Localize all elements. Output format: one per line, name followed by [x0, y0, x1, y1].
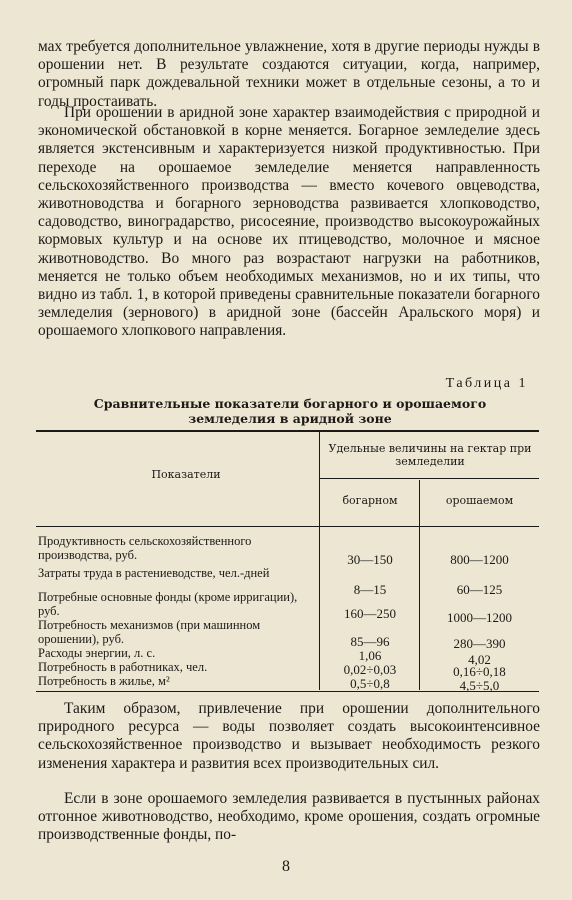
- table-cell-dryland: 85—96: [350, 634, 390, 649]
- table-row-label: Потребность в работниках, чел.: [38, 660, 208, 674]
- table-cell-dryland: 0,5÷0,8: [350, 676, 390, 691]
- table-row-label: Продуктивность сельскохозяйственного производства, руб.: [38, 534, 252, 562]
- table-top-rule: [36, 430, 539, 432]
- paragraph-4: Если в зоне орошаемого земледелия развивается в пустынных районах отгонное животноводство, необходимо, кроме орошения, создать огромные производственные фонды, по-: [38, 790, 540, 844]
- column-divider-1: [319, 432, 320, 690]
- table-cell-irrigated: 0,16÷0,18: [453, 664, 506, 679]
- table-label: Таблица 1: [445, 376, 528, 391]
- header-bottom-rule: [36, 526, 539, 527]
- header-indicators: Показатели: [151, 468, 221, 481]
- table-cell-dryland: 8—15: [353, 582, 387, 597]
- paragraph-2: При орошении в аридной зоне характер взаимодействия с природной и экономической обстановкой в корне меняется. Богарное земледелие здесь является экстенсивным и характеризуется низкой продуктивностью. При переходе на орошаемое земледелие меняется направленность сельскохозяйственного производства — вместо кочевого овцеводства, животноводства и богарного зерноводства развивается хлопководство, садоводство, виноградарство, рисосеяние, производство высокоурожайных кормовых культур и на основе их птицеводство, молочное и мясное животноводство. Во много раз возрастают нагрузки на работников, меняется не только объем необходимых механизмов, но и их типы, что видно из табл. 1, в которой приведены сравнительные показатели богарного земледелия (зернового) в аридной зоне (бассейн Аральского моря) и орошаемого хлопкового направления.: [38, 104, 540, 340]
- header-col-dryland: богарном: [342, 494, 398, 507]
- table-row-label: Расходы энергии, л. с.: [38, 646, 156, 660]
- comparison-table: [36, 430, 539, 692]
- table-bottom-rule: [36, 691, 539, 692]
- paragraph-1: мах требуется дополнительное увлажнение, хотя в другие периоды нужды в орошении нет. В результате создаются ситуации, когда, например, огромный парк дождевальной техники может в отдельные сезоны, а то и годы простаивать.: [38, 38, 540, 110]
- table-cell-dryland: 30—150: [347, 552, 393, 567]
- table-row-label: Потребные основные фонды (кроме ирригации), руб.: [38, 590, 298, 618]
- table-row-label: Потребность в жилье, м²: [38, 674, 170, 688]
- header-group-rule: [319, 478, 539, 479]
- table-row-label: Затраты труда в растениеводстве, чел.-дней: [38, 566, 270, 580]
- table-cell-irrigated: 4,5÷5,0: [459, 678, 500, 693]
- header-group: Удельные величины на гектар при земледелии: [328, 442, 532, 468]
- header-col-irrigated: орошаемом: [445, 494, 514, 507]
- table-cell-dryland: 1,06: [358, 648, 382, 663]
- table-cell-irrigated: 60—125: [456, 582, 503, 597]
- table-cell-irrigated: 280—390: [453, 636, 506, 651]
- table-cell-dryland: 160—250: [344, 606, 396, 621]
- table-cell-irrigated: 800—1200: [450, 552, 509, 567]
- paragraph-3: Таким образом, привлечение при орошении дополнительного природного ресурса — воды позволяет создать высокоинтенсивное сельскохозяйственное производство и вызывает необходимость резкого изменения характера и развития всех производительных сил.: [38, 700, 540, 772]
- table-cell-irrigated: 4,02: [468, 652, 491, 667]
- table-title: Сравнительные показатели богарного и орошаемого земледелия в аридной зоне: [93, 396, 487, 426]
- table-row-label: Потребность механизмов (при машинном орошении), руб.: [38, 618, 261, 646]
- page-number: 8: [282, 858, 290, 875]
- column-divider-2: [419, 480, 420, 690]
- table-cell-dryland: 0,02÷0,03: [343, 662, 397, 677]
- table-cell-irrigated: 1000—1200: [447, 610, 512, 625]
